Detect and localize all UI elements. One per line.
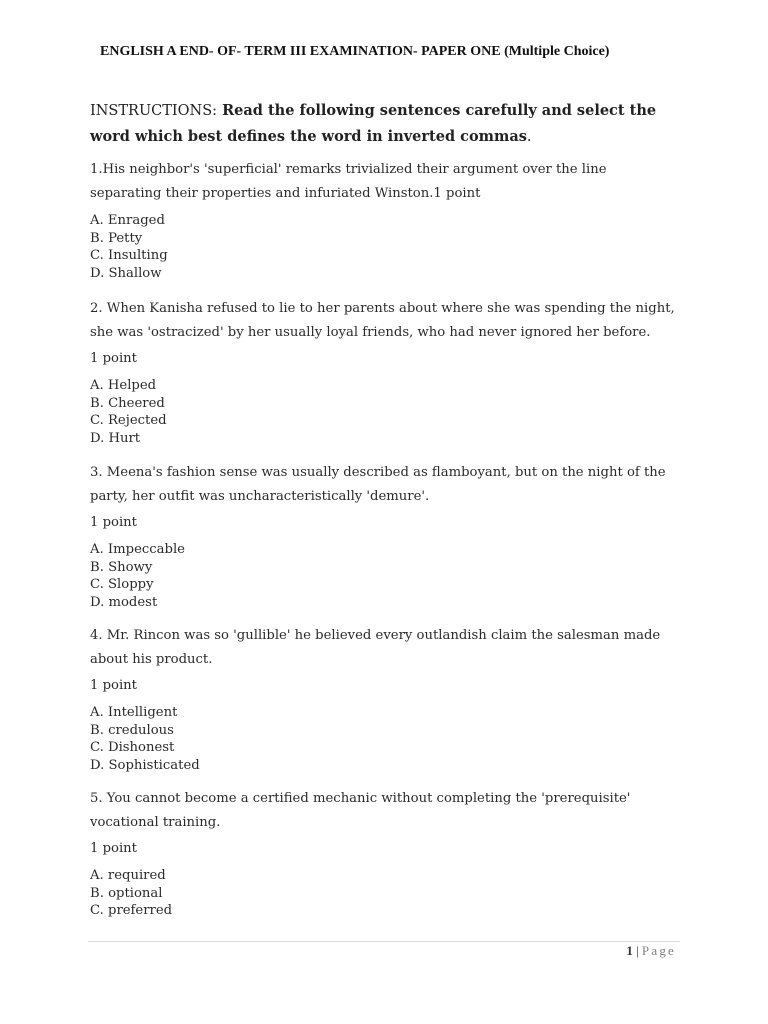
option-c: C. Dishonest — [90, 740, 175, 756]
question-points: 1 point — [90, 678, 137, 693]
page-label: Page — [641, 943, 676, 958]
option-a: A. Intelligent — [90, 705, 178, 720]
question-text: 5. You cannot become a certified mechanic without completing the 'prerequisite' vocational training. — [90, 791, 631, 830]
options-list — [90, 541, 680, 611]
option-c: C. Rejected — [90, 413, 167, 429]
instructions — [90, 98, 670, 150]
options-list — [90, 867, 680, 920]
option-c: C. Sloppy — [90, 577, 154, 593]
instructions-text: Read the following sentences carefully and select the word which best defines the word in inverted commas — [90, 102, 657, 145]
page-footer — [560, 942, 676, 960]
question-points: 1 point — [90, 351, 137, 366]
option-b: B. Showy — [90, 559, 153, 575]
option-a: A. Impeccable — [90, 542, 185, 557]
exam-title: ENGLISH A END- OF- TERM III EXAMINATION- PAPER ONE (Multiple Choice) — [100, 44, 610, 59]
option-d: D. modest — [90, 594, 158, 610]
instructions-period: . — [526, 129, 532, 145]
option-d: D. Shallow — [90, 265, 162, 281]
option-a: A. Helped — [90, 378, 157, 393]
question-points: 1 point — [90, 841, 137, 856]
option-a: A. Enraged — [90, 213, 165, 228]
option-b: B. Cheered — [90, 395, 165, 411]
options-list — [90, 377, 680, 447]
question-3 — [90, 461, 680, 611]
question-text: 2. When Kanisha refused to lie to her parents about where she was spending the night, she was 'ostracized' by her usually loyal friends, who had never ignored her before. — [90, 301, 675, 340]
question-4 — [90, 624, 680, 774]
option-b: B. Petty — [90, 230, 143, 246]
option-d: D. Hurt — [90, 430, 141, 446]
question-points: 1 point — [90, 515, 137, 530]
page-separator: | — [632, 943, 642, 958]
option-c: C. Insulting — [90, 248, 168, 264]
question-text: 3. Meena's fashion sense was usually described as flamboyant, but on the night of the party, her outfit was uncharacteristically 'demure'. — [90, 465, 666, 504]
option-a: A. required — [90, 868, 166, 883]
question-text: 4. Mr. Rincon was so 'gullible' he believed every outlandish claim the salesman made about his product. — [90, 628, 661, 667]
option-d: D. Sophisticated — [90, 757, 200, 773]
options-list — [90, 704, 680, 774]
options-list — [90, 212, 680, 282]
question-text: 1.His neighbor's 'superficial' remarks trivialized their argument over the line separating their properties and infuriated Winston.1 point — [90, 162, 607, 201]
option-b: B. optional — [90, 885, 163, 901]
question-2 — [90, 297, 680, 447]
question-5 — [90, 787, 680, 920]
instructions-lead: INSTRUCTIONS: — [90, 103, 218, 119]
option-c: C. preferred — [90, 903, 173, 919]
page-number: 1 — [626, 943, 633, 958]
option-b: B. credulous — [90, 722, 174, 738]
question-1 — [90, 158, 680, 282]
